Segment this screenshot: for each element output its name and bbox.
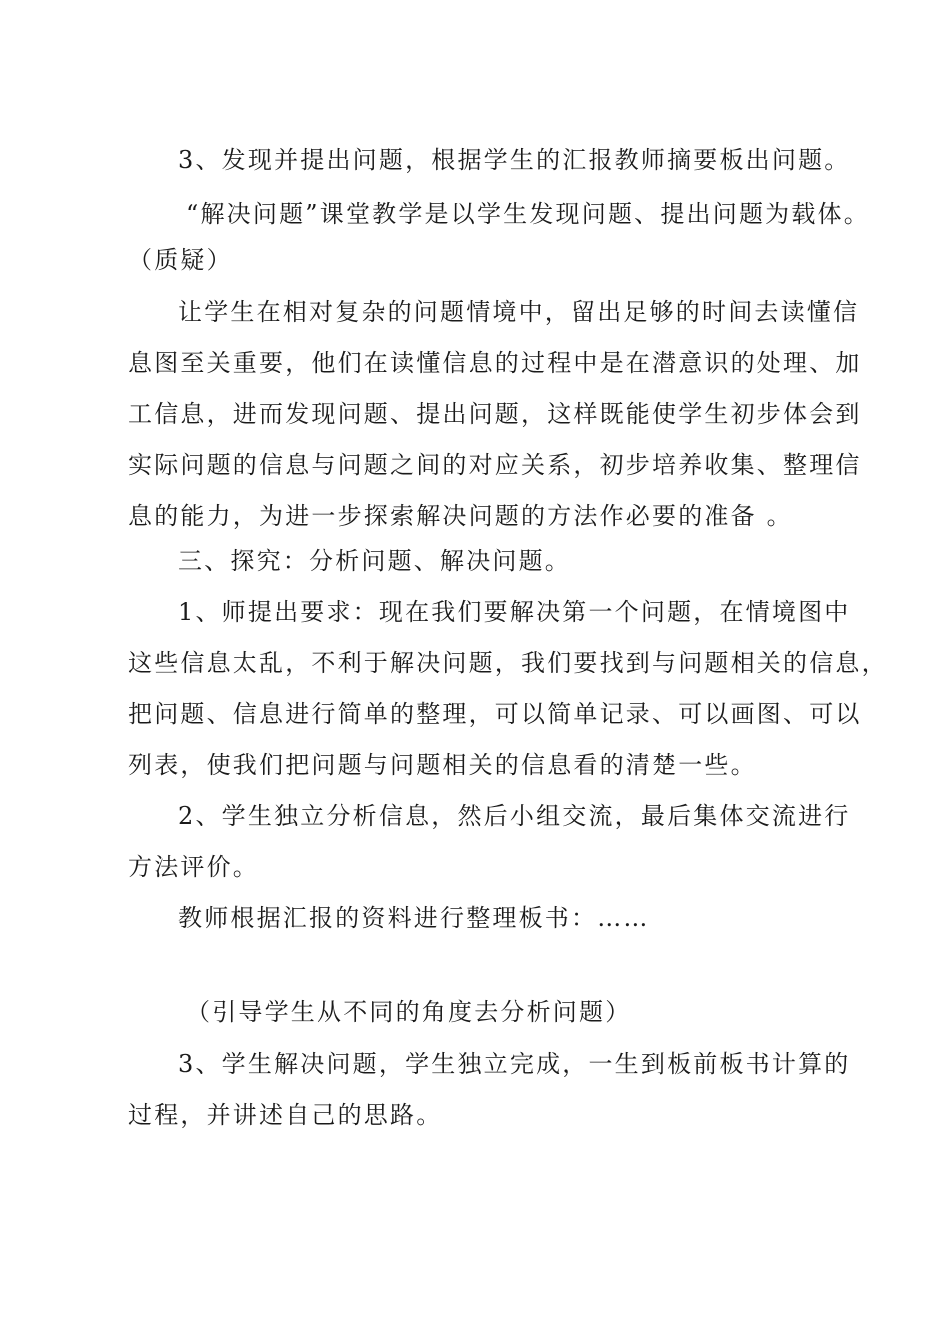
paragraph-line: 2、学生独立分析信息，然后小组交流，最后集体交流进行 [178, 802, 851, 830]
paragraph-line: 这些信息太乱，不利于解决问题，我们要找到与问题相关的信息， [128, 649, 888, 677]
paragraph-line: 方法评价。 [128, 853, 259, 881]
paragraph-line: 息图至关重要，他们在读懂信息的过程中是在潜意识的处理、加 [128, 349, 862, 377]
paragraph-line: 工信息，进而发现问题、提出问题，这样既能使学生初步体会到 [128, 400, 862, 428]
paragraph-line: 息的能力，为进一步探索解决问题的方法作必要的准备 。 [128, 502, 793, 530]
paragraph-line: 教师根据汇报的资料进行整理板书：…… [178, 904, 650, 932]
paragraph-line: “解决问题”课堂教学是以学生发现问题、提出问题为载体。 [186, 200, 870, 228]
paragraph-line: 实际问题的信息与问题之间的对应关系，初步培养收集、整理信 [128, 451, 862, 479]
section-heading: 三、探究：分析问题、解决问题。 [178, 547, 571, 575]
paragraph-line: （引导学生从不同的角度去分析问题） [186, 998, 632, 1026]
paragraph-line: 让学生在相对复杂的问题情境中，留出足够的时间去读懂信 [178, 298, 860, 326]
paragraph-line: 过程，并讲述自己的思路。 [128, 1101, 443, 1129]
paragraph-line: 3、学生解决问题，学生独立完成，一生到板前板书计算的 [178, 1050, 851, 1078]
paragraph-line: 列表，使我们把问题与问题相关的信息看的清楚一些。 [128, 751, 757, 779]
paragraph-line: 3、发现并提出问题，根据学生的汇报教师摘要板出问题。 [178, 146, 851, 174]
paragraph-line: 把问题、信息进行简单的整理，可以简单记录、可以画图、可以 [128, 700, 862, 728]
paragraph-line: （质疑） [128, 246, 233, 274]
paragraph-line: 1、师提出要求：现在我们要解决第一个问题，在情境图中 [178, 598, 851, 626]
